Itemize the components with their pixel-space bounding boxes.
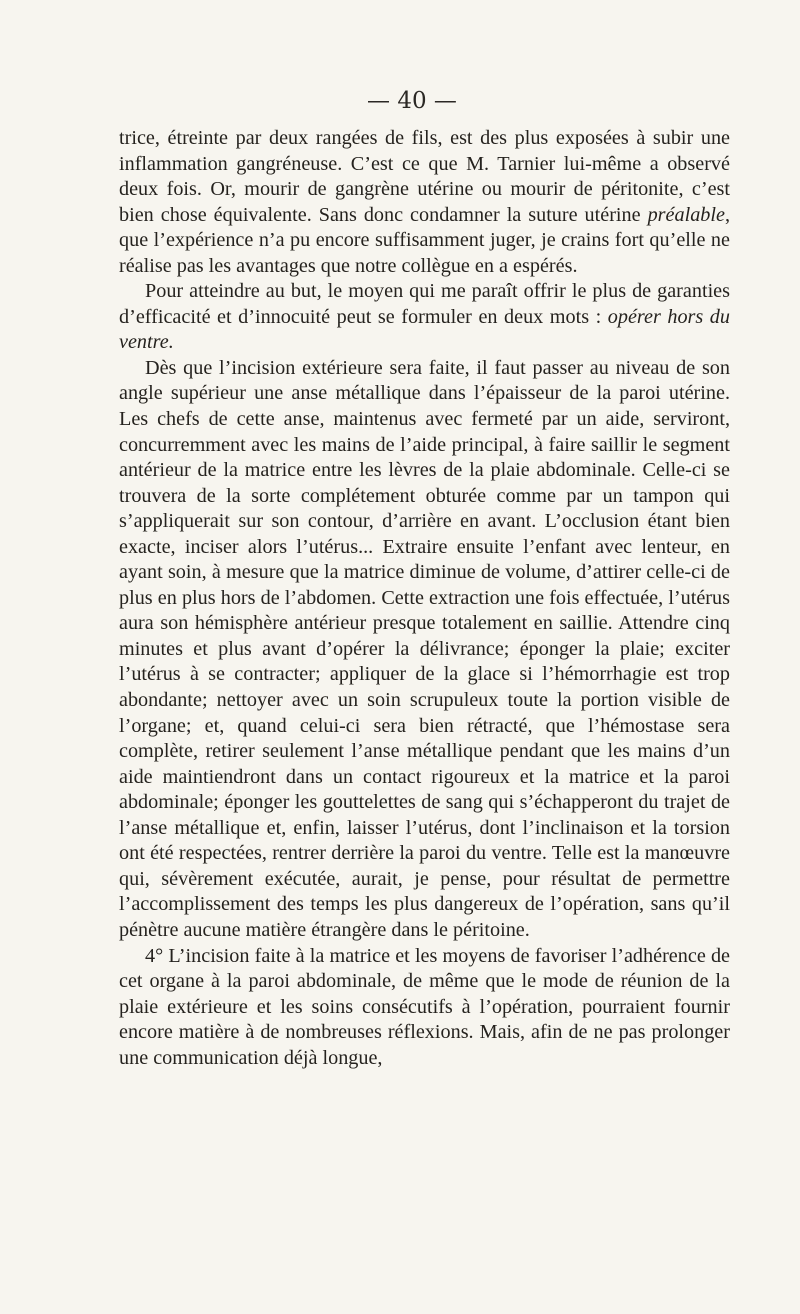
text-run: Dès que l’incision extérieure sera faite, il faut passer au niveau de son angle supérieur une anse métallique dans l’épaisseur de la paroi utérine. Les chefs de cette anse, maintenus avec fermeté par un aide, serviront, concurremment avec les mains de l’aide principal, à faire saillir le segment antérieur de la matrice entre les lèvres de la plaie abdominale. Celle-ci se trouvera de la sorte complétement obturée comme par un tampon qui s’appliquerait sur son contour, d’arrière en avant. L’occlusion étant bien exacte, inciser alors l’utérus... Extraire ensuite l’enfant avec lenteur, en ayant soin, à mesure que la matrice diminue de volume, d’attirer celle-ci de plus en plus hors de l’abdomen. Cette extraction une fois effectuée, l’utérus aura son hémisphère antérieur presque totalement en saillie. Attendre cinq minutes et plus avant d’opérer la délivrance; éponger la plaie; exciter l’utérus à se contracter; appliquer de la glace si l’hémorrhagie est trop abondante; nettoyer avec un soin scrupuleux toute la portion visible de l’organe; et, quand celui-ci sera bien rétracté, que l’hémostase sera complète, retirer seulement l’anse métallique pendant que les mains d’un aide maintiendront dans un contact rigoureux et la matrice et la paroi abdominale; éponger les gouttelettes de sang qui s’échapperont du trajet de l’anse métallique et, enfin, laisser l’utérus, dont l’inclinaison et la torsion ont été respectées, rentrer derrière la paroi du ventre. Telle est la manœuvre qui, sévèrement exécutée, aurait, je pense, pour résultat de permettre l’accomplissement des temps les plus dangereux de l’opération, sans qu’il pénètre aucune matière étrangère dans le péritoine.	[119, 356, 730, 941]
body-text	[119, 126, 730, 1071]
paragraph	[119, 944, 730, 1072]
paragraph	[119, 356, 730, 944]
text-run: Pour atteindre au but, le moyen qui me paraît offrir le plus de garanties d’efficacité et d’innocuité peut se formuler en deux mots :	[119, 280, 730, 328]
paragraph	[119, 126, 730, 279]
italic-phrase: opérer hors du ventre.	[119, 305, 730, 354]
italic-term: préalable	[647, 203, 725, 226]
page-number: — 40 —	[367, 88, 457, 114]
paragraph	[119, 279, 730, 356]
text-run: trice, étreinte par deux rangées de fils, est des plus exposées à subir une inflammation gangréneuse. C’est ce que M. Tarnier lui-même a observé deux fois. Or, mourir de gangrène utérine ou mourir de péritonite, c’est bien chose équivalente. Sans donc condamner la suture utérine	[119, 127, 730, 226]
text-run: , que l’expérience n’a pu encore suffisamment juger, je crains fort qu’elle ne réalise pas les avantages que notre collègue en a espérés.	[119, 203, 730, 277]
text-run: 4° L’incision faite à la matrice et les moyens de favoriser l’adhérence de cet organe à la paroi abdominale, de même que le mode de réunion de la plaie extérieure et les soins consécutifs à l’opération, pourraient fournir encore matière à de nombreuses réflexions. Mais, afin de ne pas prolonger une communication déjà longue,	[119, 944, 730, 1069]
